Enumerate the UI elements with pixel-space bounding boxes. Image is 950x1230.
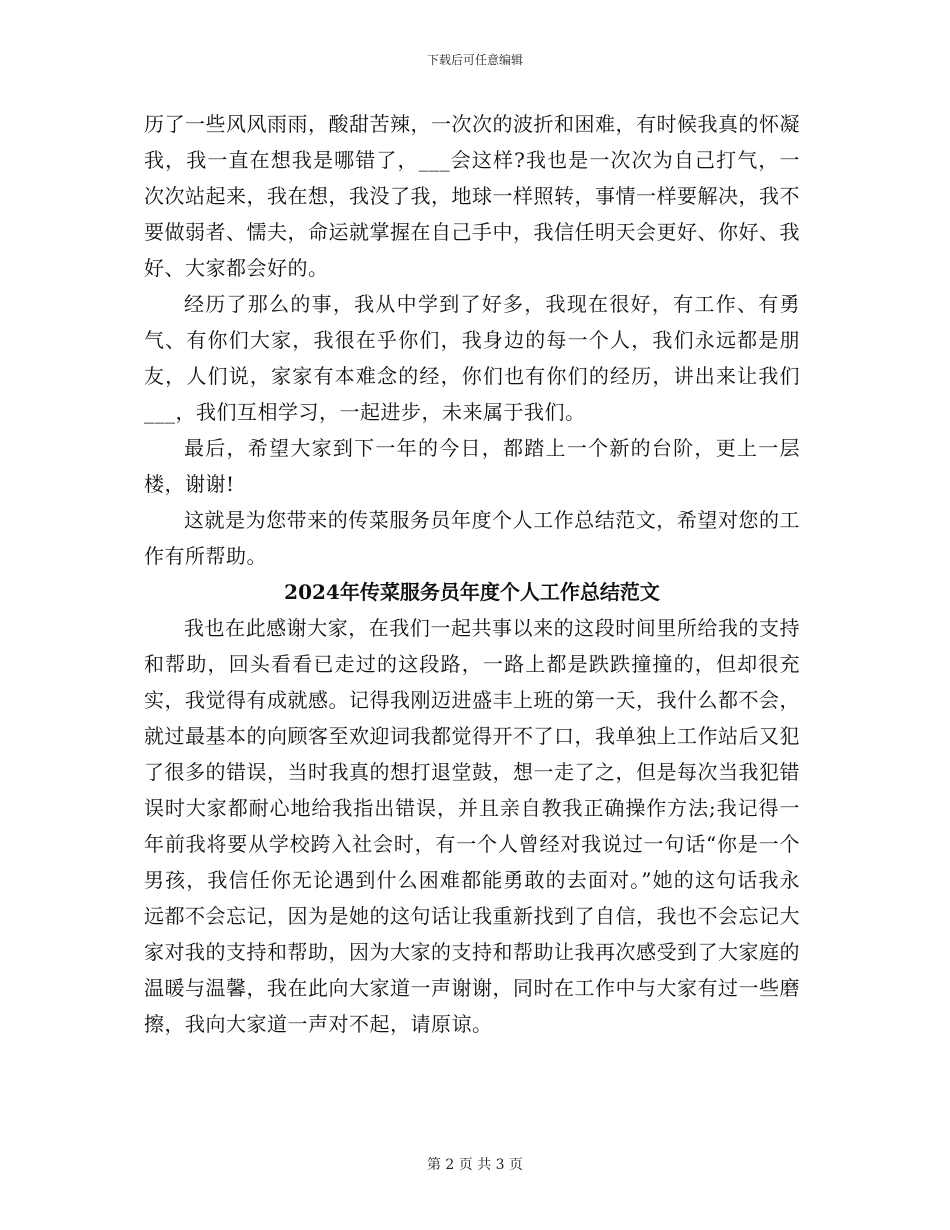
document-body: [144, 106, 800, 1042]
section-paragraph: 我也在此感谢大家，在我们一起共事以来的这段时间里所给我的支持和帮助，回头看看已走过的这段路，一路上都是跌跌撞撞的，但却很充实，我觉得有成就感。记得我刚迈进盛丰上班的第一天，我什么都不会，就过最基本的向顾客至欢迎词我都觉得开不了口，我单独上工作站后又犯了很多的错误，当时我真的想打退堂鼓，想一走了之，但是每次当我犯错误时大家都耐心地给我指出错误，并且亲自教我正确操作方法;我记得一年前我将要从学校跨入社会时，有一个人曾经对我说过一句话“你是一个男孩，我信任你无论遇到什么困难都能勇敢的去面对。”她的这句话我永远都不会忘记，因为是她的这句话让我重新找到了自信，我也不会忘记大家对我的支持和帮助，因为大家的支持和帮助让我再次感受到了大家庭的温暖与温馨，我在此向大家道一声谢谢，同时在工作中与大家有过一些磨擦，我向大家道一声对不起，请原谅。: [144, 616, 800, 1036]
paragraph: 这就是为您带来的传菜服务员年度个人工作总结范文，希望对您的工作有所帮助。: [144, 508, 800, 568]
paragraph: 经历了那么的事，我从中学到了好多，我现在很好，有工作、有勇气、有你们大家，我很在乎你们，我身边的每一个人，我们永远都是朋友，人们说，家家有本难念的经，你们也有你们的经历，讲出来让我们___，我们互相学习，一起进步，未来属于我们。: [144, 292, 800, 424]
page-header-note: 下载后可任意编辑: [426, 53, 523, 67]
paragraph-continued: 历了一些风风雨雨，酸甜苦辣，一次次的波折和困难，有时候我真的怀凝我，我一直在想我是哪错了，___会这样?我也是一次次为自己打气，一次次站起来，我在想，我没了我，地球一样照转，事情一样要解决，我不要做弱者、懦夫，命运就掌握在自己手中，我信任明天会更好、你好、我好、大家都会好的。: [144, 112, 800, 280]
paragraph: 最后，希望大家到下一年的今日，都踏上一个新的台阶，更上一层楼，谢谢!: [144, 436, 800, 496]
page-number: 第 2 页 共 3 页: [426, 1157, 524, 1173]
section-title: 2024年传菜服务员年度个人工作总结范文: [284, 580, 660, 604]
